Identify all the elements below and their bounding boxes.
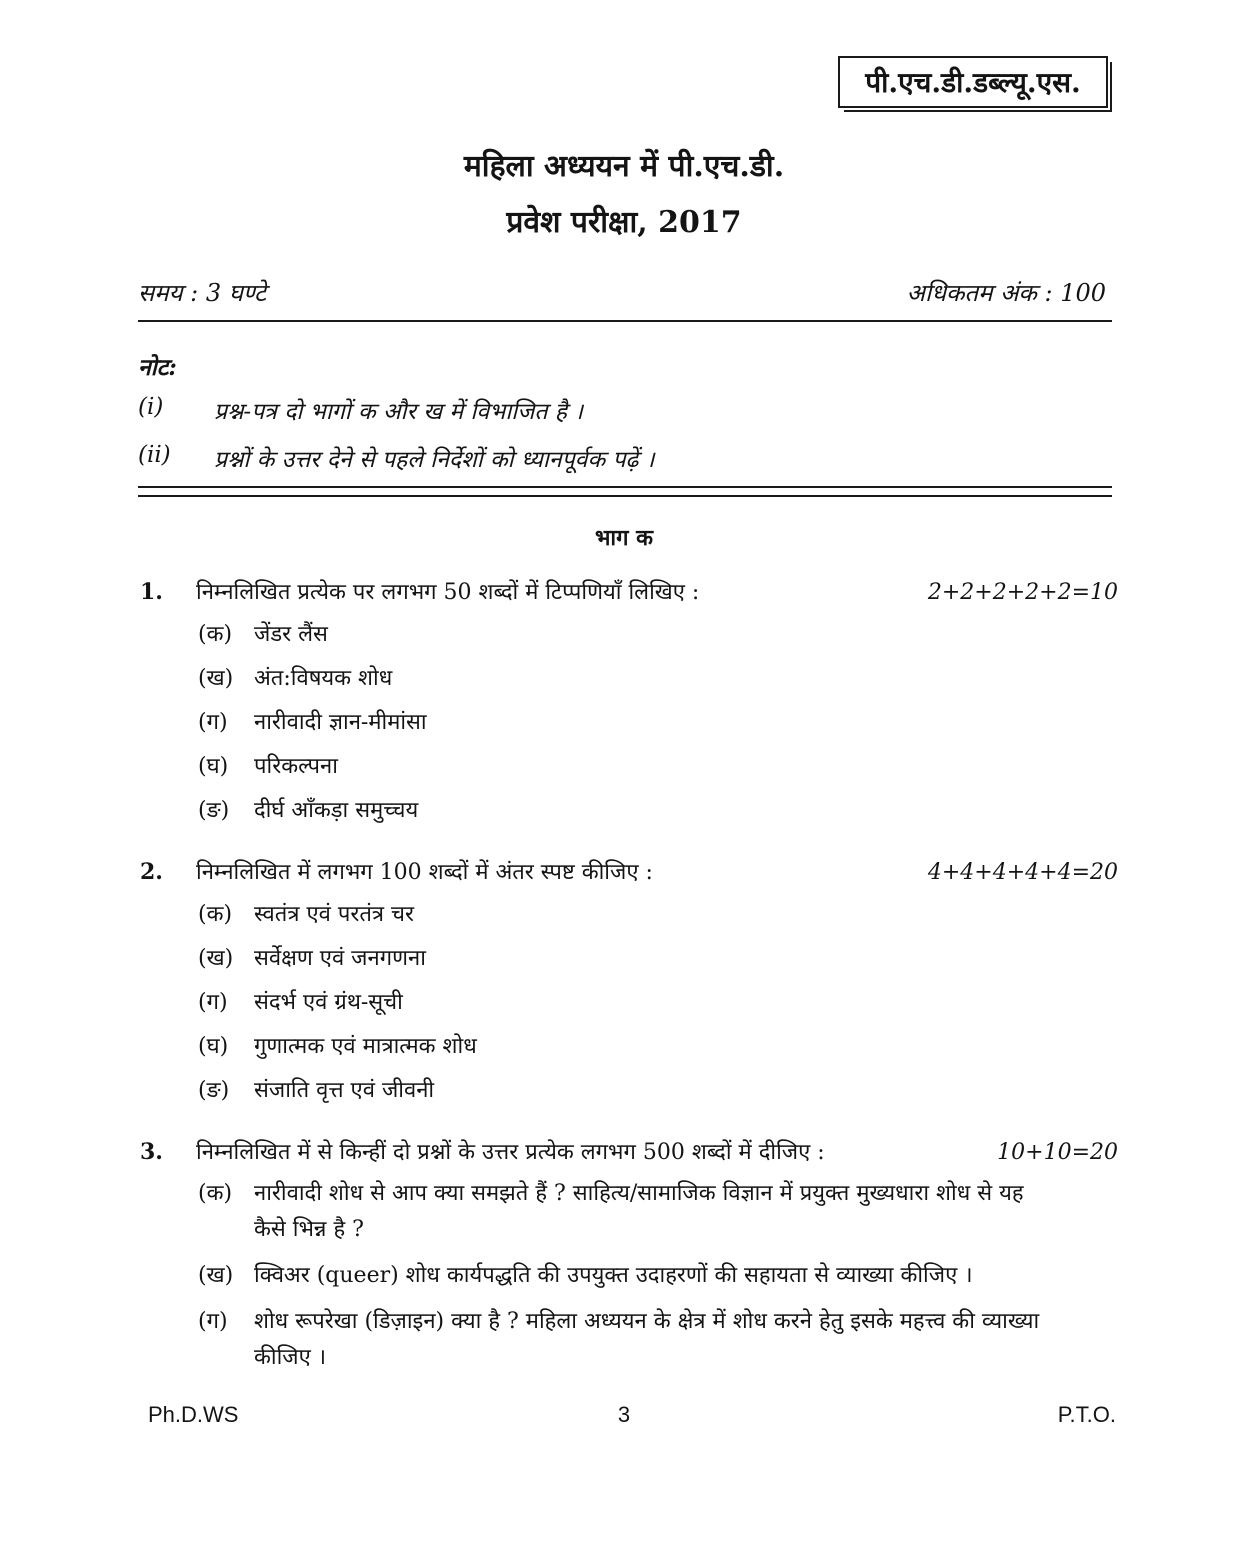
option-label: (ग) xyxy=(198,990,228,1015)
option-text: स्वतंत्र एवं परतंत्र चर xyxy=(254,902,414,927)
option-item xyxy=(198,1176,1048,1248)
option-text: अंत:विषयक शोध xyxy=(254,666,393,691)
option-item xyxy=(198,708,1118,738)
question-number: 1. xyxy=(140,579,163,605)
option-list xyxy=(198,900,1118,1106)
part-heading: भाग क xyxy=(594,525,654,551)
option-label: (ख) xyxy=(198,666,234,691)
option-text: गुणात्मक एवं मात्रात्मक शोध xyxy=(254,1034,477,1059)
double-divider-top xyxy=(138,486,1112,488)
question-1 xyxy=(140,576,1118,826)
option-item xyxy=(198,1032,1118,1062)
option-label: (घ) xyxy=(198,1034,229,1059)
please-turn-over: P.T.O. xyxy=(1057,1402,1116,1427)
question-text: निम्नलिखित में से किन्हीं दो प्रश्नों के उत्तर प्रत्येक लगभग 500 शब्दों में दीजिए : xyxy=(196,1140,825,1165)
option-item xyxy=(198,752,1118,782)
note-text: प्रश्न-पत्र दो भागों क और ख में विभाजित है । xyxy=(214,399,583,425)
time-allowed: समय : 3 घण्टे xyxy=(138,279,267,307)
page-number: 3 xyxy=(617,1402,631,1427)
option-item xyxy=(198,944,1118,974)
maximum-marks: अधिकतम अंक : 100 xyxy=(906,279,1106,307)
option-label: (क) xyxy=(198,1181,233,1206)
option-label: (ख) xyxy=(198,946,234,971)
question-number: 2. xyxy=(140,859,163,885)
note-number: (ii) xyxy=(138,442,171,468)
note-item xyxy=(138,442,655,474)
option-text: शोध रूपरेखा (डिज़ाइन) क्या है ? महिला अध्ययन के क्षेत्र में शोध करने हेतु इसके महत्त्व की व्याख्या कीजिए । xyxy=(254,1309,1040,1370)
option-item xyxy=(198,664,1118,694)
option-text: दीर्घ आँकड़ा समुच्चय xyxy=(254,798,419,823)
footer-paper-code: Ph.D.WS xyxy=(148,1402,239,1427)
question-number: 3. xyxy=(140,1139,163,1165)
option-text: संजाति वृत्त एवं जीवनी xyxy=(254,1078,435,1103)
question-marks: 4+4+4+4+4=20 xyxy=(927,860,1118,885)
question-2 xyxy=(140,856,1118,1106)
option-item xyxy=(198,1258,1048,1294)
option-label: (ङ) xyxy=(198,798,230,823)
option-text: नारीवादी शोध से आप क्या समझते हैं ? साहित्य/सामाजिक विज्ञान में प्रयुक्त मुख्यधारा शोध से यह कैसे भिन्न है ? xyxy=(254,1181,1024,1242)
option-label: (क) xyxy=(198,622,233,647)
question-marks: 2+2+2+2+2=10 xyxy=(927,580,1118,605)
option-item xyxy=(198,1304,1048,1376)
note-number: (i) xyxy=(138,394,164,420)
question-3 xyxy=(140,1136,1118,1376)
paper-code-box: पी.एच.डी.डब्ल्यू.एस. xyxy=(838,56,1108,108)
exam-subtitle: प्रवेश परीक्षा, 2017 xyxy=(506,205,742,240)
option-label: (ख) xyxy=(198,1263,234,1288)
option-text: नारीवादी ज्ञान-मीमांसा xyxy=(254,710,427,735)
option-list xyxy=(198,620,1118,826)
option-item xyxy=(198,620,1118,650)
option-label: (ग) xyxy=(198,1309,228,1334)
option-text: सर्वेक्षण एवं जनगणना xyxy=(254,946,426,971)
option-item xyxy=(198,796,1118,826)
exam-title: महिला अध्ययन में पी.एच.डी. xyxy=(463,149,785,184)
note-item xyxy=(138,394,583,426)
question-text: निम्नलिखित में लगभग 100 शब्दों में अंतर स्पष्ट कीजिए : xyxy=(196,860,653,885)
option-label: (घ) xyxy=(198,754,229,779)
option-text: जेंडर लैंस xyxy=(254,622,328,647)
question-marks: 10+10=20 xyxy=(997,1140,1118,1165)
divider xyxy=(138,320,1112,322)
option-label: (ग) xyxy=(198,710,228,735)
option-text: संदर्भ एवं ग्रंथ-सूची xyxy=(254,990,403,1015)
option-list xyxy=(198,1176,1048,1376)
option-item xyxy=(198,1076,1118,1106)
note-heading: नोट: xyxy=(138,354,177,381)
option-text: क्विअर (queer) शोध कार्यपद्धति की उपयुक्त उदाहरणों की सहायता से व्याख्या कीजिए । xyxy=(254,1263,973,1288)
option-label: (ङ) xyxy=(198,1078,230,1103)
question-text: निम्नलिखित प्रत्येक पर लगभग 50 शब्दों में टिप्पणियाँ लिखिए : xyxy=(196,580,700,605)
double-divider-bottom xyxy=(138,495,1112,497)
note-text: प्रश्नों के उत्तर देने से पहले निर्देशों को ध्यानपूर्वक पढ़ें । xyxy=(214,447,655,473)
option-text: परिकल्पना xyxy=(254,754,338,779)
option-item xyxy=(198,988,1118,1018)
option-item xyxy=(198,900,1118,930)
option-label: (क) xyxy=(198,902,233,927)
